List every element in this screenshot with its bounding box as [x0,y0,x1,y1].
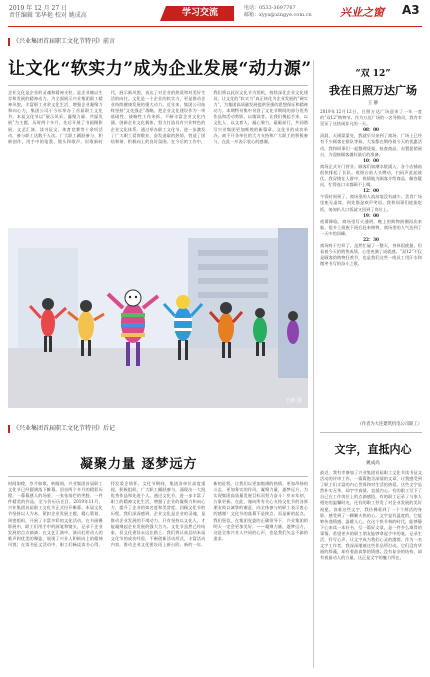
article3-title: 我在日照万达广场 [329,84,417,97]
issue-date: 2019 年 12 月 27 日 [9,5,68,12]
photo-credit: 王新 摄 [285,398,302,404]
article3-paragraph: 午饭时间到了，商场里的人流丝毫没有减少。美食广场里座无虚席，到处都是欢声笑语。我和同事们轮流吃饭，匆匆扒几口饭就又回到了岗位上。 [320,194,422,212]
masthead-rule [8,26,422,27]
article4-title: 文字，直抵内心 [334,443,412,456]
paper-logo: 兴业之窗 [340,6,384,19]
article3-paragraph: 夜幕降临，商场里灯火通明，晚上的购物热潮再次来临。很多上班族下班后赶来购物，商场里的人气达到了一天中的顶峰。 [320,218,422,236]
article4-body: 最近，我有幸参加了兴业集团首届职工文化节读书征文活动的评审工作。一篇篇饱含深情的文章，让我感受到了职工们丰富的内心世界和对生活的热爱。这些文字虽然朴实无华，却字字真情，直抵内心。有的职工写下了自己在工作岗位上的点滴感悟，有的职工记录了与家人相处的温馨时光，还有的职工抒发了对企业发展的美好祝愿。读着这些文字，我仿佛看到了一个个鲜活的身影，感受到了一颗颗火热的心。文字是有温度的，它能够传递情感、温暖人心。在这个快节奏的时代，能够静下心来读一本好书、写一篇好文章，是一件多么难得的事情。希望更多的职工朋友能够拿起手中的笔，记录生活，抒写心声，让文字成为我们心灵的港湾。作为一名文字工作者，我深深地被这些作品所打动。它们没有华丽的辞藻，却有着最真挚的情感；没有复杂的结构，却有着最动人的力量。这正是文字的魅力所在。 [320,470,422,561]
time-stamp: 08：00 [363,127,379,133]
page-masthead [0,0,430,28]
article3-author-note: （作者为大连建筑机电公司职工） [357,422,422,427]
article3-paragraph: 商场正式开门营业。顾客们如潮水般涌入，各个店铺前很快排起了长队。收银台前人头攒动，扫码声此起彼伏。我穿梭在人群中，热情地为顾客介绍商品、解答疑问，忙得连口水都顾不上喝。 [320,163,422,188]
parade-illustration [8,228,308,408]
time-stamp: 12：00 [363,188,379,194]
page-number: A3 [402,3,420,17]
article3-paragraph: 清晨，天刚蒙蒙亮，我就早早来到了商场。广场上已经有不少顾客在排队等候，大家都在期待着今天的优惠活动。我和同事们一起整理货架、检查商品、布置促销展台，为迎接顾客做好最后的准备。 [320,133,422,157]
article1-kicker: 《兴业集团首届职工文化节特刊》前言 [8,38,115,46]
phone-line: 电话：0533-3697767 [244,5,296,11]
article1-headline: 让文化“软实力”成为企业发展“动力源” [8,59,312,79]
article1-body: 企业文化是企业的灵魂和精神支柱，是企业赖以生存和发展的精神动力。为全面展示兴业集团职工精神风貌，丰富职工业余文化生活，增强企业凝聚力和向心力，集团公司于今年举办了首届职工文化节。本届文化节以“展示风采、凝聚力量、共谋发展”为主题，历时两个多月，先后开展了书画摄影展、文艺汇演、读书征文、体育竞赛等十余项活动，参与职工达数千人次。广大职工踊跃参与、积极创作，用手中的笔墨、镜头和歌声，讴歌新时代，展示新风貌，表达了对企业的热爱和对美好生活的向往。文化是一个企业的软实力，更是推动企业持续健康发展的强大动力。近年来，集团公司始终坚持“文化强企”战略，把企业文化建设作为一项基础性、战略性工作来抓，不断丰富企业文化内涵，创新企业文化载体，努力打造具有兴业特色的企业文化体系。通过举办职工文化节，进一步激发了广大职工爱岗敬业、奋发进取的热情，营造了团结和谐、积极向上的良好氛围。在今后的工作中，我们将以此次文化节为契机，持续深化企业文化建设，让文化的“软实力”真正转化为企业发展的“硬实力”，为集团高质量发展提供坚强的思想保证和精神动力。本期特刊集中刊登了文化节期间的部分优秀作品和活动剪影，以飨读者。让我们携起手来，以文化人、以文育人，凝心聚力，砥砺前行，共同谱写兴业集团更加辉煌的新篇章。文化节的成功举办，离不开各单位的大力支持和广大职工的积极参与，在此一并表示衷心的感谢。 [8,90,308,144]
article3-rule [320,432,422,433]
section-title: 学习交流 [166,6,234,21]
article3-paragraph: 商场终于打烊了。虽然忙碌了一整天，身体很疲惫，但看着今天的销售成绩，心里充满了成就感。“双12”不仅是顾客的购物狂欢节，也是我们这些一线员工用汗水和微笑书写的奋斗之歌。 [320,243,422,267]
article3-paragraph: 2019年12月12日，日照万达广场迎来了一年一度的“双12”购物节。作为万达广场的一名导购员，我有幸见证了这热闹非凡的一天。 [320,109,422,127]
article4-author: 姚成高 [366,461,380,466]
article3-subtitle: “双 12” [355,69,391,79]
article2-kicker: 《兴业集团首届职工文化节特刊》后记 [8,425,115,433]
column-divider [313,60,314,668]
time-stamp: 19：00 [363,212,379,218]
email-line: 邮箱：xyyx@xingye.com.cn [244,12,312,18]
article3-author: 王 静 [367,101,379,106]
time-stamp: 22：30 [363,236,379,242]
festival-photo [8,228,308,408]
editor-line: 责任编辑 邹华艳 校对 姚成高 [9,12,87,19]
article3-body [320,109,422,419]
article2-rule [8,476,308,477]
contact-info [244,5,312,19]
article1-rule [8,85,308,86]
time-stamp: 10：00 [363,157,379,163]
article2-headline: 凝聚力量 逐梦远方 [80,457,198,472]
article2-body: 时间如梭，岁月如歌。转眼间，兴业集团首届职工文化节已经圆满落下帷幕。回首两个多月的精彩历程，一幕幕感人的场景、一张张灿烂的笑脸、一件件精美的作品，至今仍历历在目。2019年11月，兴业集团首届职工文化节正式拉开帷幕。本届文化节坚持以人为本，紧扣企业发展主题，精心策划、周密组织，开展了丰富多彩的文化活动。在书画摄影展中，职工们用手中的画笔和镜头，记录下企业发展的点点滴滴；在文艺汇演中，演员们用动人的歌声和优美的舞姿，展现了兴业人积极向上的精神风貌；在读书征文活动中，职工们畅谈读书心得，抒发爱企情怀。文化节期间，集团各单位高度重视，积极组织，广大职工踊跃参与，涌现出一大批优秀作品和先进个人。通过文化节，进一步丰富了职工的精神文化生活，增强了企业的凝聚力和向心力，提升了企业的知名度和美誉度。回顾文化节的历程，我们深深感到，企业文化是企业的灵魂，是推动企业发展的不竭动力。只有坚持以文化人，才能凝聚起企业发展的强大合力。文化节虽然已经结束，但文化建设永远在路上。我们将认真总结本届文化节的成功经验，不断创新活动形式，丰富活动内容，推动企业文化建设再上新台阶。新的一年，新的征程。让我们以更加饱满的热情、更加昂扬的斗志、更加务实的作风，凝聚力量，逐梦远方，为实现集团高质量发展目标而努力奋斗！岁末年初，万象更新。在此，谨向所有关心支持文化节的各界朋友致以诚挚的谢意，向全体参与的职工表示衷心的感谢！文化节的落幕不是终点，而是新的起点。我们坚信，在集团党委的正确领导下，兴业集团的明天一定会更加美好。——凝聚力量，逐梦远方，这是全体兴业人共同的心声，也是我们矢志不渝的追求。 [8,481,308,547]
masthead-info [9,5,87,19]
